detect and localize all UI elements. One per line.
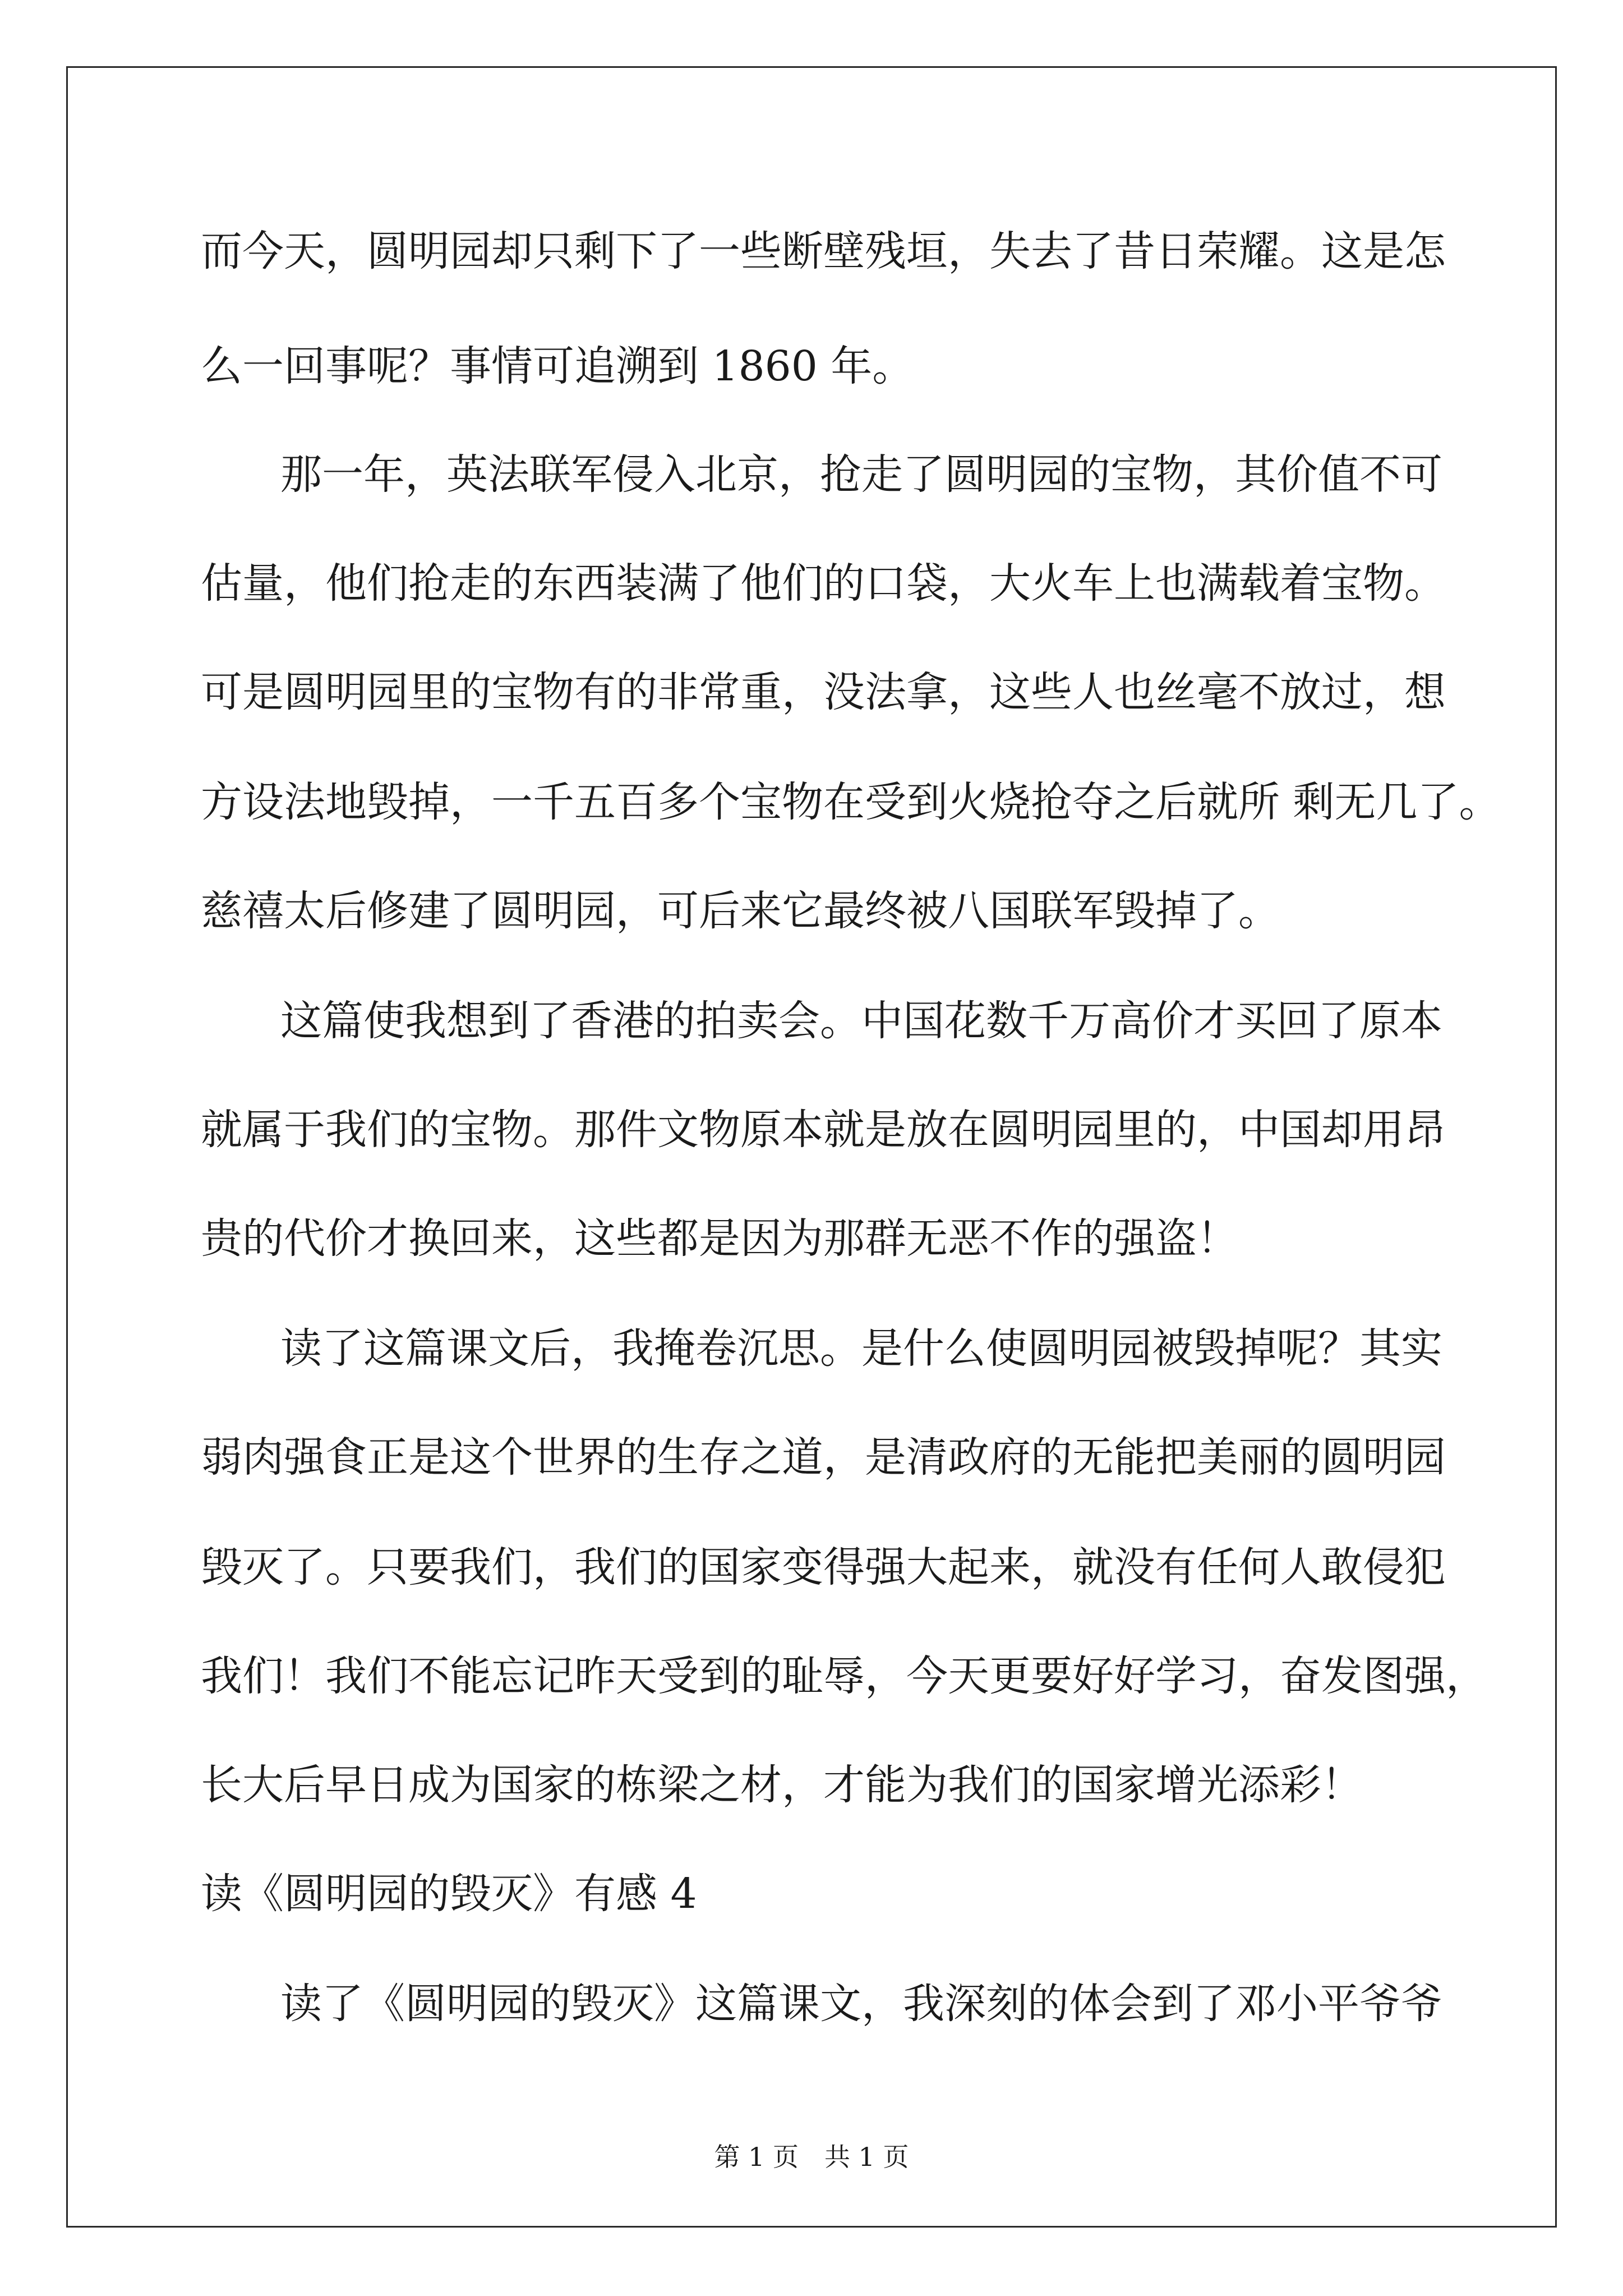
text-line: 贵的代价才换回来，这些都是因为那群无恶不作的强盗！ (201, 1214, 1238, 1263)
paragraph-start-line: 那一年，英法联军侵入北京，抢走了圆明园的宝物，其价值不可 (280, 450, 1442, 499)
paragraph-start-line: 读了这篇课文后，我掩卷沉思。是什么使圆明园被毁掉呢？其实 (280, 1324, 1442, 1373)
paragraph-start-line: 这篇使我想到了香港的拍卖会。中国花数千万高价才买回了原本 (280, 997, 1442, 1045)
text-line: 弱肉强食正是这个世界的生存之道，是清政府的无能把美丽的圆明园 (201, 1433, 1446, 1481)
text-line: 估量，他们抢走的东西装满了他们的口袋，大火车上也满载着宝物。 (201, 559, 1446, 608)
text-line: 就属于我们的宝物。那件文物原本就是放在圆明园里的，中国却用昂 (201, 1106, 1446, 1154)
text-line: 而今天，圆明园却只剩下了一些断壁残垣，失去了昔日荣耀。这是怎 (201, 227, 1446, 275)
text-line: 么一回事呢？事情可追溯到 1860 年。 (201, 342, 914, 390)
text-line: 长大后早日成为国家的栋梁之材，才能为我们的国家增光添彩！ (201, 1761, 1363, 1809)
text-line: 慈禧太后修建了圆明园，可后来它最终被八国联军毁掉了。 (201, 887, 1280, 935)
text-line: 可是圆明园里的宝物有的非常重，没法拿，这些人也丝毫不放过，想 (201, 668, 1446, 716)
text-line: 我们！我们不能忘记昨天受到的耻辱，今天更要好好学习，奋发图强， (201, 1652, 1487, 1700)
text-line: 毁灭了。只要我们，我们的国家变得强大起来，就没有任何人敢侵犯 (201, 1543, 1446, 1591)
section-heading: 读《圆明园的毁灭》有感 4 (201, 1870, 697, 1918)
text-line: 方设法地毁掉，一千五百多个宝物在受到火烧抢夺之后就所 剩无几了。 (201, 778, 1501, 826)
paragraph-start-line: 读了《圆明园的毁灭》这篇课文，我深刻的体会到了邓小平爷爷 (280, 1980, 1442, 2028)
page-footer: 第 1 页 共 1 页 (714, 2142, 909, 2172)
